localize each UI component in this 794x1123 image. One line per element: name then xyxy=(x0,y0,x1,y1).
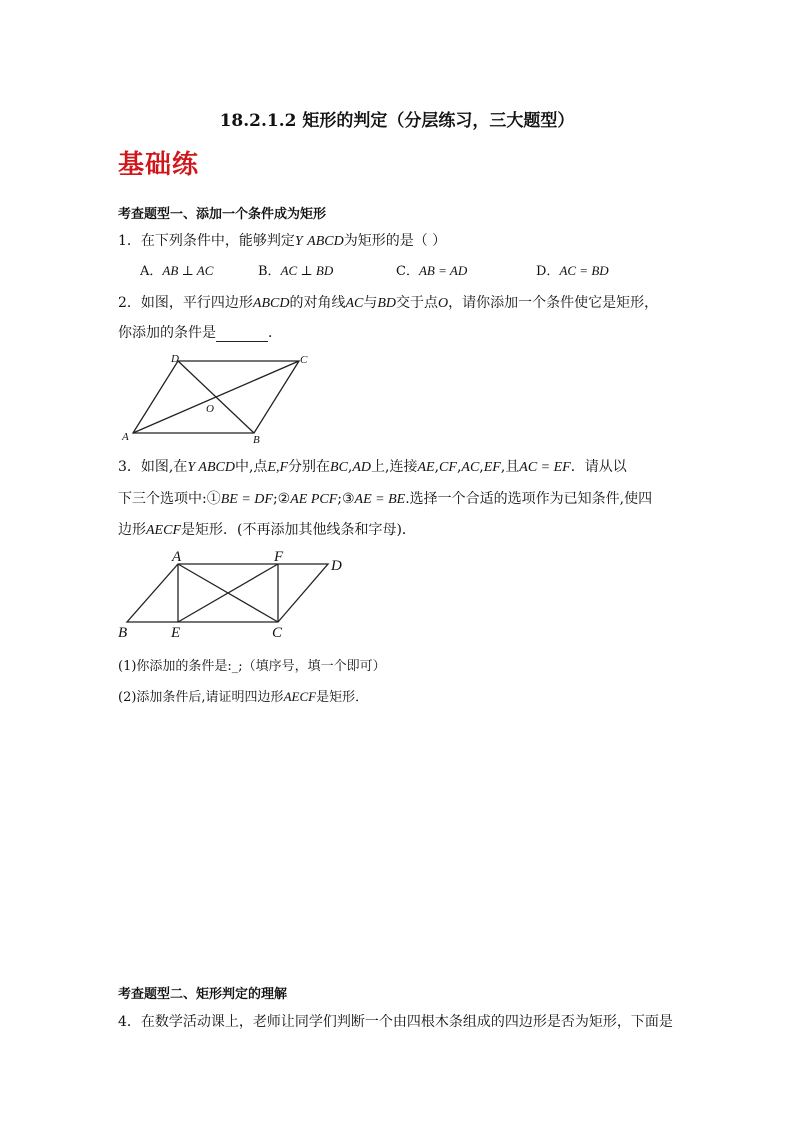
diagonal-bd xyxy=(178,361,254,433)
figure-parallelogram-aecf xyxy=(114,546,350,642)
q1-option-c: C．AB = AD xyxy=(396,263,468,279)
question-1 xyxy=(118,230,446,250)
q1-suffix: 为矩形的是（ ） xyxy=(343,233,447,249)
label-b: B xyxy=(253,434,260,446)
label-e: E xyxy=(171,625,181,641)
question-3-line-3: 边形AECF是矩形．(不再添加其他线条和字母)． xyxy=(118,522,416,538)
q1-name: ABCD xyxy=(307,234,344,249)
question-4: 4．在数学活动课上，老师让同学们判断一个由四根木条组成的四边形是否为矩形，下面是 xyxy=(118,1014,673,1030)
q1-option-b: B．AC ⊥ BD xyxy=(258,263,334,279)
label-o: O xyxy=(206,403,214,415)
question-2-line-1: 2．如图，平行四边形ABCD的对角线AC与BD交于点O，请你添加一个条件使它是矩形， xyxy=(118,295,659,311)
question-3-part-1: (1)你添加的条件是:_;（填序号，填一个即可） xyxy=(118,659,386,674)
q1-option-a: A．AB ⊥ AC xyxy=(140,263,214,279)
q1-option-d: D．AC = BD xyxy=(536,263,609,279)
topic-1-heading: 考查题型一、添加一个条件成为矩形 xyxy=(118,207,327,222)
figure-parallelogram-abcd xyxy=(118,350,318,446)
label-b: B xyxy=(118,625,128,641)
answer-blank[interactable] xyxy=(216,327,268,342)
parallelogram-symbol: Y xyxy=(294,234,303,249)
label-a: A xyxy=(122,431,129,443)
topic-2-heading: 考查题型二、矩形判定的理解 xyxy=(118,987,288,1002)
section-title-basic: 基础练 xyxy=(118,150,200,180)
question-3-part-2: (2)添加条件后,请证明四边形AECF是矩形． xyxy=(118,689,369,705)
label-f: F xyxy=(274,549,284,565)
question-3-line-2: 下三个选项中:①BE = DF;②AE PCF;③AE = BE.选择一个合适的选项作为已知条件,使四 xyxy=(118,491,653,507)
document-title: 18.2.1.2 矩形的判定（分层练习，三大题型） xyxy=(219,111,575,131)
question-2-line-2: 你添加的条件是 ． xyxy=(118,325,282,341)
label-c: C xyxy=(272,625,283,641)
question-3-line-1: 3．如图,在Y ABCD中,点E,F分别在BC,AD上,连接AE,CF,AC,EF,且AC = EF．请从以 xyxy=(118,459,627,475)
label-a: A xyxy=(172,549,182,565)
q1-prefix: 1．在下列条件中，能够判定 xyxy=(118,233,295,249)
label-c: C xyxy=(300,354,308,366)
label-d: D xyxy=(171,353,179,365)
label-d: D xyxy=(331,558,342,574)
